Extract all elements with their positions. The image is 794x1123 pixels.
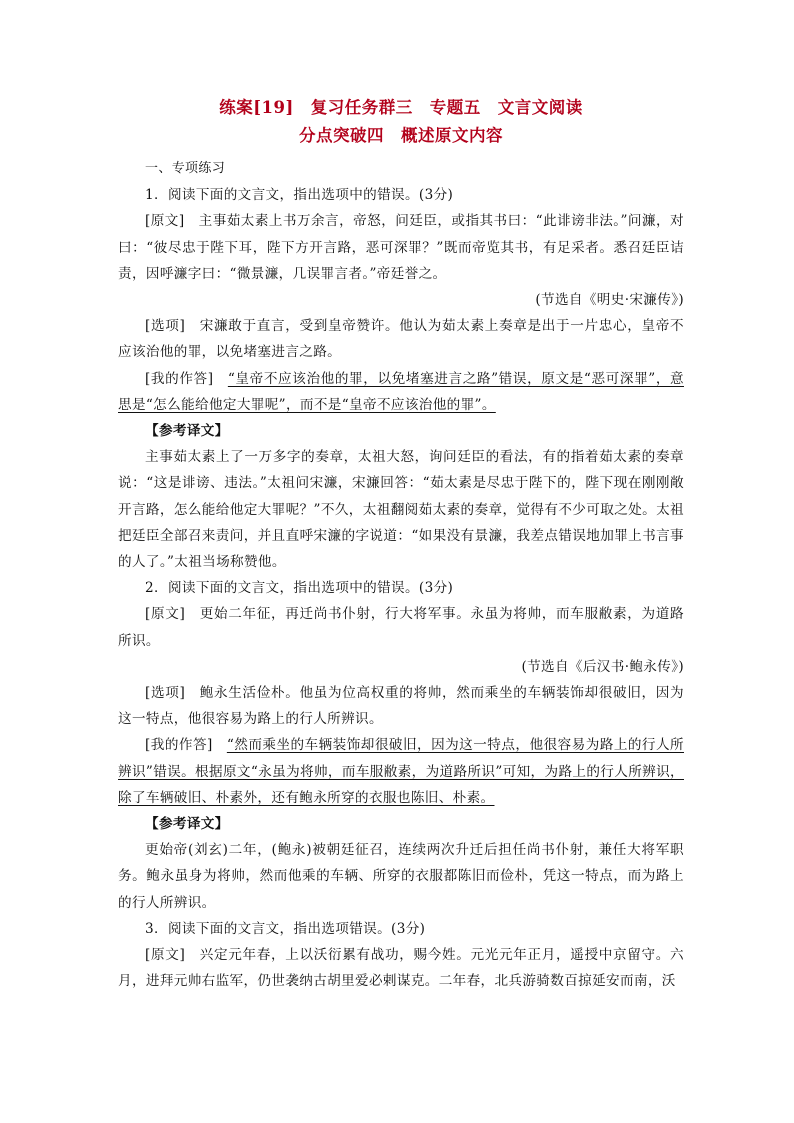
document-page: [118, 94, 684, 995]
section-heading: 一、专项练习: [145, 161, 226, 176]
q1-reference-heading: 【参考译文】: [145, 423, 229, 440]
q1-original-text: [118, 208, 684, 287]
q1-stem: 1．阅读下面的文言文，指出选项中的错误。(3分): [145, 187, 454, 204]
q2-answer-tag: [我的作答]: [145, 737, 213, 754]
q2-original-text: [118, 601, 684, 653]
q1-reference-translation: 主事茹太素上了一万多字的奏章，太祖大怒，询问廷臣的看法，有的指着茹太素的奏章说：“这是诽谤、违法。”太祖问宋濂，宋濂回答：“茹太素是尽忠于陛下的，陛下现在刚刚敞开言路，怎么能给他定大罪呢？”不久，太祖翻阅茹太素的奏章，觉得有不少可取之处。太祖把廷臣全部召来责问，并且直呼宋濂的字说道：“如果没有景濂，我差点错误地加罪上书言事的人了。”太祖当场称赞他。: [118, 449, 684, 571]
q1-original-tag: [原文]: [145, 213, 185, 230]
q1-option-body: 宋濂敢于直言，受到皇帝赞许。他认为茹太素上奏章是出于一片忠心，皇帝不应该治他的罪，以免堵塞进言之路。: [118, 318, 684, 361]
q3-original-tag: [原文]: [145, 947, 186, 964]
q1-option: [118, 313, 684, 365]
q2-reference-translation: 更始帝(刘玄)二年，(鲍永)被朝廷征召，连续两次升迁后担任尚书仆射，兼任大将军职务。鲍永虽身为将帅，然而他乘的车辆、所穿的衣服都陈旧而俭朴，凭这一特点，而为路上的行人所辨识。: [118, 842, 684, 911]
q2-option-tag: [选项]: [145, 685, 186, 702]
q1-answer-tag: [我的作答]: [145, 370, 214, 387]
q2-reference-heading: 【参考译文】: [145, 816, 229, 833]
q2-original-tag: [原文]: [145, 606, 186, 623]
q1-answer-body: “皇帝不应该治他的罪，以免堵塞进言之路”错误，原文是“恶可深罪”，意思是“怎么能给他定大罪呢”，而不是“皇帝不应该治他的罪”。: [118, 370, 684, 413]
q2-original-body: 更始二年征，再迁尚书仆射，行大将军事。永虽为将帅，而车服敝素，为道路所识。: [118, 606, 684, 649]
q1-option-tag: [选项]: [145, 318, 186, 335]
q3-stem: 3．阅读下面的文言文，指出选项错误。(3分): [145, 920, 426, 937]
q2-stem: 2．阅读下面的文言文，指出选项中的错误。(3分): [145, 580, 454, 597]
q1-answer: [118, 366, 684, 418]
q2-answer-body: “然而乘坐的车辆装饰却很破旧，因为这一特点，他很容易为路上的行人所辨识”错误。根据原文“永虽为将帅，而车服敝素，为道路所识”可知，为路上的行人所辨识，除了车辆破旧、朴素外，还有鲍永所穿的衣服也陈旧、朴素。: [118, 737, 684, 806]
q3-original-body: 兴定元年春，上以沃衍累有战功，赐今姓。元光元年正月，遥授中京留守。六月，进拜元帅右监军，仍世袭纳古胡里爱必剌谋克。二年春，北兵游骑数百掠延安而南，沃: [118, 947, 684, 990]
q2-source: (节选自《后汉书·鲍永传》): [521, 658, 684, 675]
document-subtitle: 分点突破四 概述原文内容: [299, 126, 503, 145]
q2-answer: [118, 732, 684, 811]
q1-source: (节选自《明史·宋濂传》): [535, 292, 684, 309]
q2-option: [118, 680, 684, 732]
q1-original-body: 主事茹太素上书万余言，帝怒，问廷臣，或指其书曰：“此诽谤非法。”问濂，对曰：“彼尽忠于陛下耳，陛下方开言路，恶可深罪？”既而帝览其书，有足采者。悉召廷臣诘责，因呼濂字曰：“微景濂，几误罪言者。”帝廷誉之。: [118, 213, 684, 282]
q2-option-body: 鲍永生活俭朴。他虽为位高权重的将帅，然而乘坐的车辆装饰却很破旧，因为这一特点，他很容易为路上的行人所辨识。: [118, 685, 684, 728]
document-title: 练案[19] 复习任务群三 专题五 文言文阅读: [219, 98, 583, 117]
q3-original-text: [118, 942, 684, 994]
